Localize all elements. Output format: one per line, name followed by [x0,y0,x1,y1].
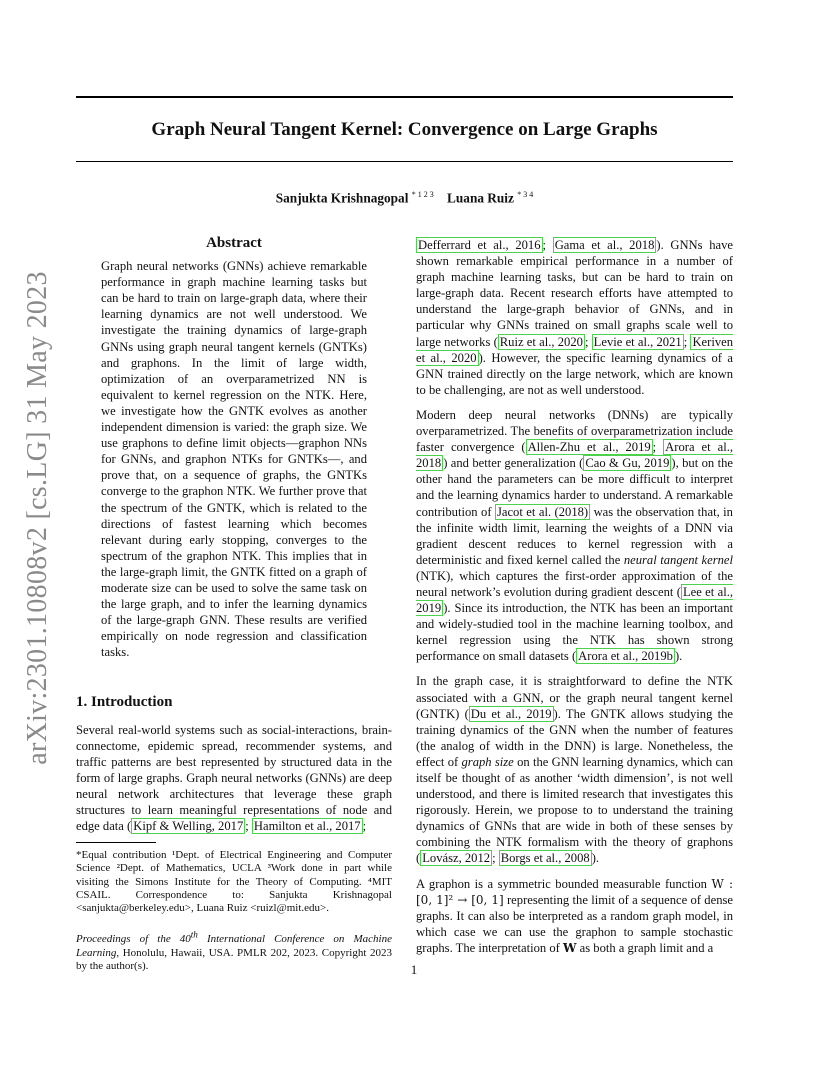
proceedings-sup: th [190,929,198,940]
paragraph: In the graph case, it is straightforward to define the NTK associated with a GNN, or the graph neural tangent kernel (GNTK) ( Du et al., 2019 ). The GNTK allows studying the training dynamics of the GNN when the number of features (the analog of width in the DNN) is large. Nonetheless, the effect of graph size on the GNN learning dynamics, which can itself be thought of as another ‘width dimension’, is not well understood, and there is limited research that investigates this rigorously. Herein, we propose to to understand the training dynamics of GNNs that are wide in both of these senses by combining the NTK formalism with the theory of graphons ( Lovász, 2012 ; Borgs et al., 2008 ). [416,674,734,866]
body-text: ). [591,851,600,866]
citation-link[interactable]: Levie et al., 2021 [593,334,682,349]
citation-link[interactable]: Kipf & Welling, 2017 [133,819,244,834]
arxiv-sidebar [18,271,58,765]
author-affiliation-marks: * 1 2 3 [411,190,434,199]
author-name: Sanjukta Krishnagopal [275,190,409,206]
body-text: ). GNNs have shown remarkable empirical performance in a number of graph machine learning tasks, but can be hard to train on large-graph data. Recent research efforts have attempted to understand the large-graph behavior of GNNs, and in particular why GNNs trained on small graphs scale well to large networks ( [416,238,733,349]
body-text: In the graph case, it is straightforward to define the NTK associated with a GNN, or the graph neural tangent kernel (GNTK) ( [416,674,733,721]
paragraph: Modern deep neural networks (DNNs) are typically overparametrized. The benefits of overparametrization include faster convergence ( Allen-Zhu et al., 2019 ; Arora et al., 2018 ) and better generalization ( Cao & Gu, 2019 ), but on the other hand the parameters can be more difficult to interpret and the learning dynamics harder to understand. A remarkable contribution of Jacot et al. (2018) was the observation that, in the infinite width limit, learning the weights of a DNN via gradient descent reduces to kernel regression with a deterministic and fixed kernel called the neural tangent kernel (NTK), which captures the first-order approximation of the neural network’s evolution during gradient descent ( Lee et al., 2019 ). Since its introduction, the NTK has been an important and widely-studied tool in the machine learning toolbox, and kernel regression using the NTK has shown strong performance on small datasets ( Arora et al., 2019b ). [416,407,734,664]
body-text: representing the limit of a sequence of dense graphs. It can also be interpreted as a random graph model, in which case we can use the graphon to sample stochastic graphs. The interpretation of [416,892,733,955]
body-text: ). Since its introduction, the NTK has been an important and widely-studied tool in the machine learning toolbox, and kernel regression using the NTK has shown strong performance on small datasets ( [416,601,733,664]
body-text: as both a graph limit and a [576,940,714,955]
affiliation-footnote: *Equal contribution ¹Dept. of Electrical Engineering and Computer Science ²Dept. of Mathematics, UCLA ³Work done in part while visiting the Simons Institute for the Theory of Computing. ⁴MIT CSAIL. Correspondence to: Sanjukta Krishnagopal <sanjukta@berkeley.edu>, Luana Ruiz <ruizl@mit.edu>. [76,849,392,915]
author-name: Luana Ruiz [447,190,514,206]
body-text: ) and better generalization ( [443,456,584,471]
body-text: Several real-world systems such as social-interactions, brain-connectome, epidemic spread, recommender systems, and traffic patterns are best represented by structured data in the form of large graphs. Graph neural networks (GNNs) are deep neural network architectures that leverage these graph structures to learn meaningful representations of node and edge data ( [76,722,392,834]
citation-separator: ; [362,819,367,834]
title-bottom-rule [76,161,733,162]
right-column [416,237,733,956]
author-affiliation-marks: * 3 4 [517,190,534,199]
citation-link[interactable]: Du et al., 2019 [470,706,552,721]
body-text: ). The GNTK allows studying the training dynamics of the GNN when the number of features (the analog of width in the DNN) is large. Nonetheless, the effect of [416,706,734,769]
math-expression: W : [0, 1]² → [0, 1] [416,876,733,907]
paper-title: Graph Neural Tangent Kernel: Convergence on Large Graphs [151,119,658,140]
body-text: A graphon is a symmetric bounded measurable function [416,876,712,891]
title-top-rule [76,96,733,98]
citation-link[interactable]: Gama et al., 2018 [554,238,655,252]
citation-link[interactable]: Arora et al., 2018 [416,440,734,471]
citation-link[interactable]: Keriven et al., 2020 [416,334,733,365]
body-text: ). [674,649,683,664]
page-number: 1 [410,962,418,977]
citation-link[interactable]: Arora et al., 2019b [578,649,673,664]
body-text: on the GNN learning dynamics, which can itself be thought of as another ‘width dimension’, is not well understood, and there is limited research that investigates this rigorously. Herein, we propose to to understand the training dynamics of GNNs that are wide in both of these senses by combining the NTK formalism with the theory of graphons ( [416,754,733,866]
citation-link[interactable]: Allen-Zhu et al., 2019 [527,440,651,455]
intro-paragraph [76,722,392,835]
emphasis-text: graph size [461,754,514,769]
citation-link[interactable]: Lovász, 2012 [422,851,491,866]
citation-link[interactable]: Cao & Gu, 2019 [585,456,670,471]
section-heading-introduction: 1. Introduction [76,694,173,711]
body-text: ). However, the specific learning dynamics of a GNN trained directly on the large network, which are known to be challenging, are not as well understood. [416,350,733,397]
citation-link[interactable]: Borgs et al., 2008 [500,851,590,866]
left-column [76,235,392,973]
citation-link[interactable]: Hamilton et al., 2017 [253,819,361,834]
abstract-heading: Abstract [206,235,262,251]
proceedings-details: , Honolulu, Hawaii, USA. PMLR 202, 2023. Copyright 2023 by the author(s). [76,946,392,972]
arxiv-identifier[interactable]: arXiv:2301.10808v2 [cs.LG] 31 May 2023 [22,271,53,765]
paragraph [416,876,733,956]
body-text: was the observation that, in the infinite width limit, learning the weights of a DNN via gradient descent reduces to kernel regression with a deterministic and fixed kernel called the [416,504,733,567]
citation-link[interactable]: Lee et al., 2019 [416,584,733,616]
body-text: ), but on the other hand the parameters can be more difficult to interpret and the learning dynamics harder to understand. A remarkable contribution of [416,456,733,519]
footnote-rule [76,842,156,843]
author-list [76,190,733,206]
math-symbol: W [563,940,577,955]
citation-link[interactable]: Ruiz et al., 2020 [499,334,583,349]
abstract-text: Graph neural networks (GNNs) achieve remarkable performance in graph machine learning tasks but can be hard to train on large-graph data, where their learning dynamics are not well understood. We investigate the training dynamics of large-graph GNNs using graph neural tangent kernels (GNTKs) and graphons. In the limit of large width, optimization of an overparametrized NN is equivalent to kernel regression on the NTK. Here, we investigate how the GNTK evolves as another independent dimension is varied: the graph size. We use graphons to define limit objects—graphon NNs for GNNs, and graphon NTKs for GNTKs—, and prove that, on a sequence of graphs, the GNTKs converge to the graphon NTK. We further prove that the spectrum of the GNTK, which is related to the directions of fastest learning which becomes relevant during early stopping, converges to the spectrum of the graphon NTK. This implies that in the large-graph limit, the GNTK fitted on a graph of moderate size can be used to solve the same task on the large graph, and to infer the learning dynamics of the large-graph GNN. These results are verified empirically on node regression and classification tasks. [101,259,367,660]
citation-link[interactable]: Jacot et al. (2018) [496,504,589,519]
paragraph: Defferrard et al., 2016 ; Gama et al., 2018 ). GNNs have shown remarkable empirical performance in a number of graph machine learning tasks, but can be hard to train on large-graph data. Recent research efforts have attempted to understand the large-graph behavior of GNNs, and in particular why GNNs trained on small graphs scale well to large networks ( Ruiz et al., 2020 ; Levie et al., 2021 ; Keriven et al., 2020 ). However, the specific learning dynamics of a GNN trained directly on the large network, which are known to be challenging, are not as well understood. [416,238,733,397]
emphasis-text: neural tangent kernel [623,552,734,567]
body-text: Modern deep neural networks (DNNs) are typically overparametrized. The benefits of overparametrization include faster convergence ( [416,407,733,455]
body-text: (NTK), which captures the first-order approximation of the neural network’s evolution during gradient descent ( [416,568,733,599]
proceedings-conference: International Conference on Machine Learning [76,933,392,959]
proceedings-prefix: Proceedings of the 40 [76,933,191,946]
citation-separator: ; [245,819,252,834]
citation-link[interactable]: Defferrard et al., 2016 [418,238,541,252]
